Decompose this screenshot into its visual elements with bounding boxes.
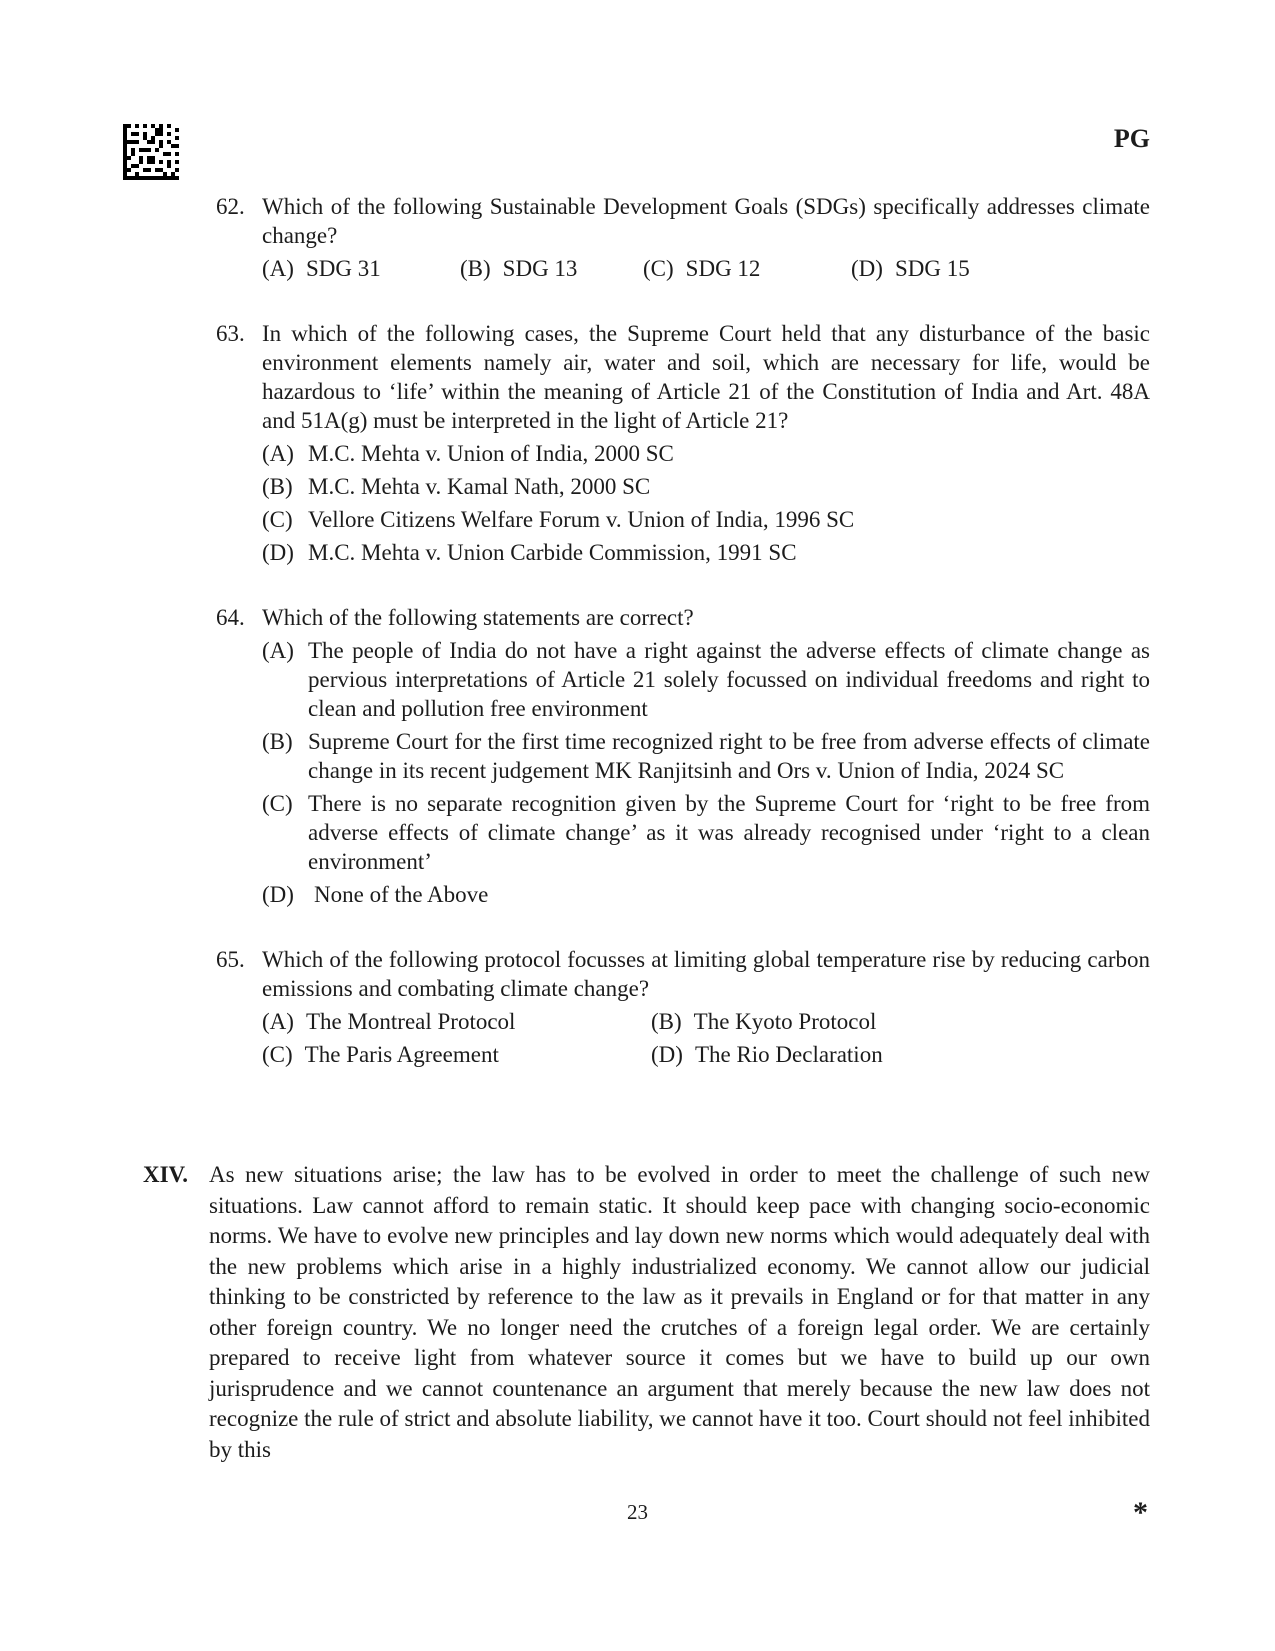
option-d: (D) M.C. Mehta v. Union Carbide Commission, 1991 SC [262, 540, 797, 565]
option-a: (A) The people of India do not have a right against the adverse effects of climate change as pervious interpretations of Article 21 solely focussed on individual freedoms and right to clean and pollution free environment [262, 638, 1150, 721]
question-number: 62. [216, 194, 245, 219]
option-b: (B) SDG 13 [460, 256, 578, 281]
question-number: 63. [216, 321, 245, 346]
question-62 [210, 192, 1150, 283]
option-d: (D) SDG 15 [851, 256, 970, 281]
question-text: In which of the following cases, the Supreme Court held that any disturbance of the basic environment elements namely air, water and soil, which are necessary for life, would be hazardous to ‘life’ within the meaning of Article 21 of the Constitution of India and Art. 48A and 51A(g) must be interpreted in the light of Article 21? [262, 321, 1150, 433]
datamatrix-code-icon [123, 124, 179, 180]
option-c: (C) Vellore Citizens Welfare Forum v. Union of India, 1996 SC [262, 507, 855, 532]
option-a: (A) SDG 31 [262, 256, 381, 281]
options-row [262, 254, 1150, 283]
star-mark: * [1133, 1496, 1148, 1529]
passage-section [143, 1160, 1150, 1465]
option-c: (C) There is no separate recognition given by the Supreme Court for ‘right to be free from adverse effects of climate change’ as it was already recognised under ‘right to a clean environment’ [262, 791, 1150, 874]
page-number: 23 [627, 1500, 648, 1524]
option-d: (D) The Rio Declaration [651, 1042, 883, 1067]
question-63 [210, 319, 1150, 567]
option-b: (B) Supreme Court for the first time recognized right to be free from adverse effects of climate change in its recent judgement MK Ranjitsinh and Ors v. Union of India, 2024 SC [262, 729, 1150, 783]
options-row-2 [262, 1040, 1150, 1069]
question-text: Which of the following Sustainable Development Goals (SDGs) specifically addresses climate change? [262, 194, 1150, 248]
question-list [210, 192, 1150, 1105]
option-b: (B) M.C. Mehta v. Kamal Nath, 2000 SC [262, 474, 651, 499]
option-c: (C) The Paris Agreement [262, 1042, 499, 1067]
question-65 [210, 945, 1150, 1069]
option-a: (A) M.C. Mehta v. Union of India, 2000 SC [262, 441, 674, 466]
question-text: Which of the following statements are correct? [262, 605, 694, 630]
option-d: (D) None of the Above [262, 882, 489, 907]
question-64 [210, 603, 1150, 909]
question-number: 64. [216, 605, 245, 630]
option-a: (A) The Montreal Protocol [262, 1009, 516, 1034]
options-list [262, 636, 1150, 909]
options-row-1 [262, 1007, 1150, 1036]
option-b: (B) The Kyoto Protocol [651, 1009, 877, 1034]
options-list [262, 439, 1150, 567]
option-c: (C) SDG 12 [643, 256, 761, 281]
paper-code: PG [1113, 124, 1150, 153]
question-text: Which of the following protocol focusses at limiting global temperature rise by reducing carbon emissions and combating climate change? [262, 947, 1150, 1001]
question-number: 65. [216, 947, 245, 972]
passage-text: As new situations arise; the law has to be evolved in order to meet the challenge of such new situations. Law cannot afford to remain static. It should keep pace with changing socio-economic norms. We have to evolve new principles and lay down new norms which would adequately deal with the new problems which arise in a highly industrialized economy. We cannot allow our judicial thinking to be constricted by reference to the law as it prevails in England or for that matter in any other foreign country. We no longer need the crutches of a foreign legal order. We are certainly prepared to receive light from whatever source it comes but we have to build up our own jurisprudence and we cannot countenance an argument that merely because the new law does not recognize the rule of strict and absolute liability, we cannot have it too. Court should not feel inhibited by this [209, 1162, 1150, 1462]
passage-number: XIV. [143, 1162, 188, 1187]
